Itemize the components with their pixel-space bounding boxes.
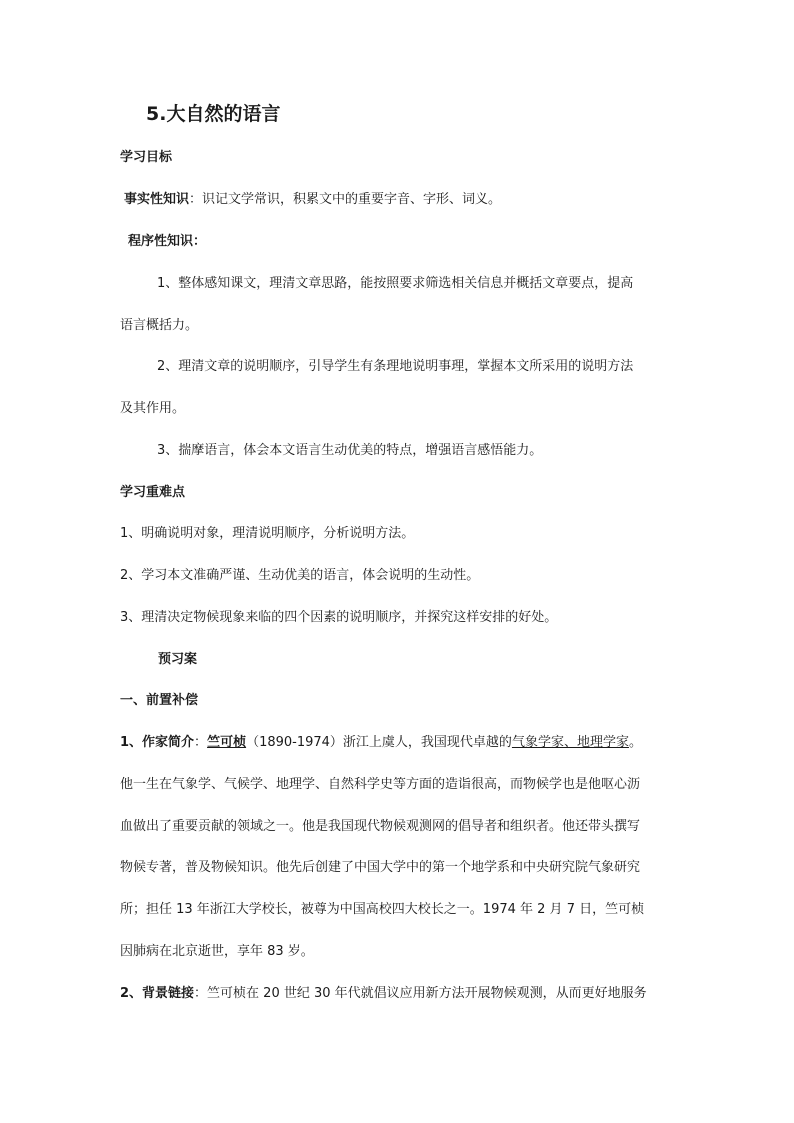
bio-line-4: 物候专著，普及物候知识。他先后创建了中国大学中的第一个地学系和中央研究院气象研究 <box>120 860 641 875</box>
goal-2-line-1: 2、理清文章的说明顺序，引导学生有条理地说明事理，掌握本文所采用的说明方法 <box>157 359 634 374</box>
lesson-title: 5.大自然的语言 <box>146 103 281 125</box>
factual-text: ：识记文学常识，积累文中的重要字音、字形、词义。 <box>189 192 502 207</box>
background-text: ：竺可桢在 20 世纪 30 年代就倡议应用新方法开展物候观测，从而更好地服务 <box>194 986 647 1001</box>
factual-knowledge <box>124 190 684 210</box>
goal-3: 3、揣摩语言，体会本文语言生动优美的特点，增强语言感悟能力。 <box>157 443 543 458</box>
author-colon: ： <box>194 735 208 750</box>
author-mid: （1890-1974）浙江上虞人，我国现代卓越的 <box>246 735 512 750</box>
goal-1-line-2: 语言概括力。 <box>120 318 199 333</box>
goal-1-line-1: 1、整体感知课文，理清文章思路，能按照要求筛选相关信息并概括文章要点，提高 <box>157 276 634 291</box>
author-titles: 气象学家、地理学家 <box>511 735 629 750</box>
preview-heading: 预习案 <box>158 652 198 667</box>
difficulty-heading: 学习重难点 <box>120 485 186 500</box>
bio-line-6: 因肺病在北京逝世，享年 83 岁。 <box>120 944 314 959</box>
section-1-heading: 一、前置补偿 <box>120 693 199 708</box>
bio-line-2: 他一生在气象学、气候学、地理学、自然科学史等方面的造诣很高，而物候学也是他呕心沥 <box>120 777 641 792</box>
difficulty-2: 2、学习本文准确严谨、生动优美的语言，体会说明的生动性。 <box>120 568 480 583</box>
goal-2-line-2: 及其作用。 <box>120 401 186 416</box>
author-name: 竺可桢 <box>207 735 247 750</box>
author-end: 。 <box>628 735 642 750</box>
procedural-label: 程序性知识： <box>128 234 207 249</box>
factual-label: 事实性知识 <box>124 192 190 207</box>
background-label: 2、背景链接 <box>120 986 195 1001</box>
goals-heading: 学习目标 <box>120 150 173 165</box>
bio-line-3: 血做出了重要贡献的领域之一。他是我国现代物候观测网的倡导者和组织者。他还带头撰写 <box>120 819 641 834</box>
bio-line-5: 所；担任 13 年浙江大学校长，被尊为中国高校四大校长之一。1974 年 2 月 7 日，竺可桢 <box>120 902 645 917</box>
author-label: 1、作家简介 <box>120 735 195 750</box>
difficulty-3: 3、理清决定物候现象来临的四个因素的说明顺序，并探究这样安排的好处。 <box>120 610 558 625</box>
author-intro <box>120 733 680 753</box>
background-link <box>120 984 680 1004</box>
difficulty-1: 1、明确说明对象，理清说明顺序，分析说明方法。 <box>120 526 415 541</box>
